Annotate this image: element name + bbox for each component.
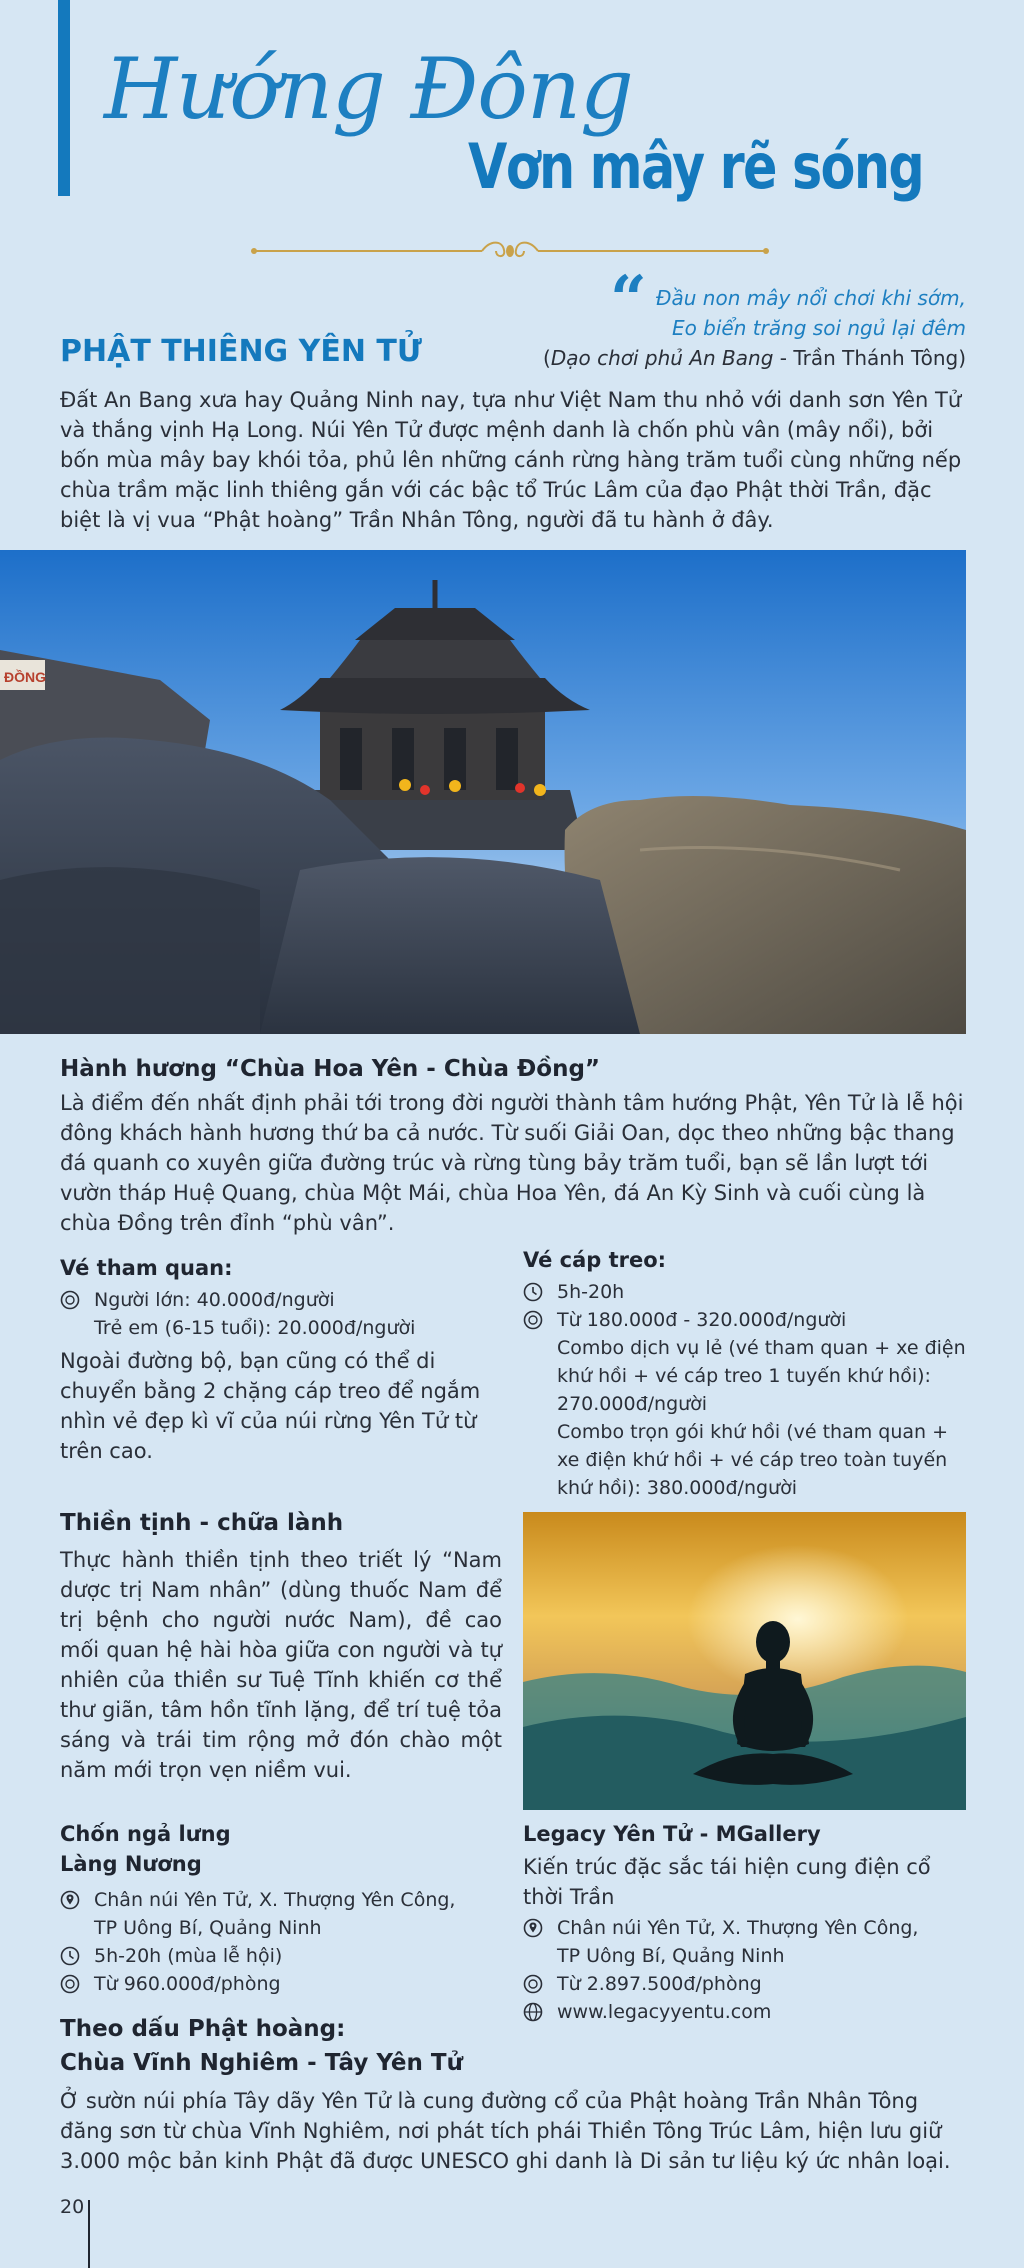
stay1-address-line1: Chân núi Yên Tử, X. Thượng Yên Công, (94, 1889, 456, 1911)
photo-sign-text: ĐỒNG (4, 669, 46, 685)
footsteps-title-line2: Chùa Vĩnh Nghiêm - Tây Yên Tử (60, 2050, 463, 2076)
page-rule (88, 2200, 90, 2268)
stay1-address-line2: TP Uông Bí, Quảng Ninh (94, 1917, 322, 1939)
page-number: 20 (60, 2196, 85, 2218)
stay1-address-row (60, 1886, 500, 1914)
section-title: PHẬT THIÊNG YÊN TỬ (60, 334, 422, 369)
cable-car-price-row (523, 1306, 968, 1334)
quote-line-2: Eo biển trăng soi ngủ lại đêm (671, 316, 966, 340)
quote-source (543, 343, 966, 373)
stay2-address-line2: TP Uông Bí, Quảng Ninh (557, 1945, 785, 1967)
coin-icon (60, 1290, 80, 1310)
quote-source-open: ( (543, 346, 551, 370)
quote-source-author: - Trần Thánh Tông) (773, 346, 966, 370)
tickets-title: Vé tham quan: (60, 1256, 233, 1280)
cable-car-combo-1: Combo dịch vụ lẻ (vé tham quan + xe điện khứ hồi + vé cáp treo 1 tuyến khứ hồi): 270.000đ/người (557, 1337, 966, 1415)
stay2-website-link[interactable]: www.legacyyentu.com (557, 2001, 772, 2023)
stay2-info (523, 1914, 968, 2026)
footsteps-body: Ở sườn núi phía Tây dãy Yên Tử là cung đường cổ của Phật hoàng Trần Nhân Tông đăng sơn từ chùa Vĩnh Nghiêm, nơi phát tích phái Thiền Tông Trúc Lâm, hiện lưu giữ 3.000 mộc bản kinh Phật đã được UNESCO ghi danh là Di sản tư liệu ký ức nhân loại. (60, 2089, 951, 2173)
coin-icon (523, 1974, 543, 1994)
stay2-website-row[interactable] (523, 1998, 968, 2026)
header-title-script: Hướng Đông (104, 40, 633, 138)
meditation-body: Thực hành thiền tịnh theo triết lý “Nam dược trị Nam nhân” (dùng thuốc Nam để trị bệnh cho người nước Nam), đề cao mối quan hệ hài hòa giữa con người và tự nhiên của thiền sư Tuệ Tĩnh khiến cơ thể thư giãn, tâm hồn tĩnh lặng, để trí tuệ tỏa sáng và trái tim rộng mở đón chào một năm mới trọn vẹn niềm vui. (60, 1548, 502, 1782)
header-title-bold: Vơn mây rẽ sóng (468, 130, 924, 203)
pilgrimage-title: Hành hương “Chùa Hoa Yên - Chùa Đồng” (60, 1056, 601, 1082)
map-pin-icon (523, 1918, 543, 1938)
meditation-title: Thiền tịnh - chữa lành (60, 1510, 344, 1536)
stay1-price-row (60, 1970, 500, 1998)
stay2-price-row (523, 1970, 968, 1998)
stay2-address-row (523, 1914, 968, 1942)
tickets-child: Trẻ em (6-15 tuổi): 20.000đ/người (94, 1317, 416, 1339)
cable-car-combo-2: Combo trọn gói khứ hồi (vé tham quan + xe điện khứ hồi + vé cáp treo toàn tuyến khứ hồi): 380.000đ/người (557, 1421, 949, 1499)
quote-mark-icon: “ (610, 262, 647, 337)
stay2-description: Kiến trúc đặc sắc tái hiện cung điện cổ thời Trần (523, 1855, 931, 1909)
header-accent-bar (58, 0, 70, 196)
stay1-hours-row (60, 1942, 500, 1970)
cable-car-title: Vé cáp treo: (523, 1248, 667, 1272)
pilgrimage-body: Là điểm đến nhất định phải tới trong đời người thành tâm hướng Phật, Yên Tử là lễ hội đông khách hành hương thứ ba cả nước. Từ suối Giải Oan, dọc theo những bậc thang đá quanh co xuyên giữa đường trúc và rừng tùng bảy trăm tuổi, bạn sẽ lần lượt tới vườn tháp Huệ Quang, chùa Một Mái, chùa Hoa Yên, đá An Kỳ Sinh và cuối cùng là chùa Đồng trên đỉnh “phù vân”. (60, 1091, 964, 1235)
globe-icon (523, 2002, 543, 2022)
coin-icon (523, 1310, 543, 1330)
stay-heading: Chốn ngả lưng (60, 1822, 231, 1846)
yen-tu-pagoda-photo (0, 550, 966, 1034)
cable-car-hours: 5h-20h (557, 1281, 625, 1303)
stay1-name: Làng Nương (60, 1852, 202, 1876)
clock-icon (523, 1282, 543, 1302)
stay2-address-line1: Chân núi Yên Tử, X. Thượng Yên Công, (557, 1917, 919, 1939)
stay2-price: Từ 2.897.500đ/phòng (557, 1973, 762, 1995)
tickets-note: Ngoài đường bộ, bạn cũng có thể di chuyển bằng 2 chặng cáp treo để ngắm nhìn vẻ đẹp kì vĩ của núi rừng Yên Tử từ trên cao. (60, 1349, 481, 1463)
cable-car-price: Từ 180.000đ - 320.000đ/người (557, 1309, 847, 1331)
quote-source-title: Dạo chơi phủ An Bang (550, 346, 774, 370)
coin-icon (60, 1974, 80, 1994)
stay2-name: Legacy Yên Tử - MGallery (523, 1822, 821, 1846)
tickets-prices (60, 1286, 500, 1342)
stay1-price: Từ 960.000đ/phòng (94, 1973, 281, 1995)
stay1-hours: 5h-20h (mùa lễ hội) (94, 1945, 283, 1967)
clock-icon (60, 1946, 80, 1966)
cable-car-info (523, 1278, 968, 1502)
cable-car-hours-row (523, 1278, 968, 1306)
stay1-info (60, 1886, 500, 1998)
ornament-divider (250, 238, 770, 262)
meditation-photo (523, 1512, 966, 1810)
map-pin-icon (60, 1890, 80, 1910)
tickets-adult: Người lớn: 40.000đ/người (94, 1289, 335, 1311)
quote-line-1: Đầu non mây nổi chơi khi sớm, (656, 286, 966, 310)
footsteps-title-line1: Theo dấu Phật hoàng: (60, 2016, 346, 2042)
poem-quote (543, 283, 966, 373)
tickets-adult-row (60, 1286, 500, 1314)
intro-paragraph: Đất An Bang xưa hay Quảng Ninh nay, tựa như Việt Nam thu nhỏ với danh sơn Yên Tử và thắng vịnh Hạ Long. Núi Yên Tử được mệnh danh là chốn phù vân (mây nổi), bởi bốn mùa mây bay khói tỏa, phủ lên những cánh rừng hàng trăm tuổi cùng những nếp chùa trầm mặc linh thiêng gắn với các bậc tổ Trúc Lâm của đạo Phật thời Trần, đặc biệt là vị vua “Phật hoàng” Trần Nhân Tông, người đã tu hành ở đây. (60, 388, 962, 532)
